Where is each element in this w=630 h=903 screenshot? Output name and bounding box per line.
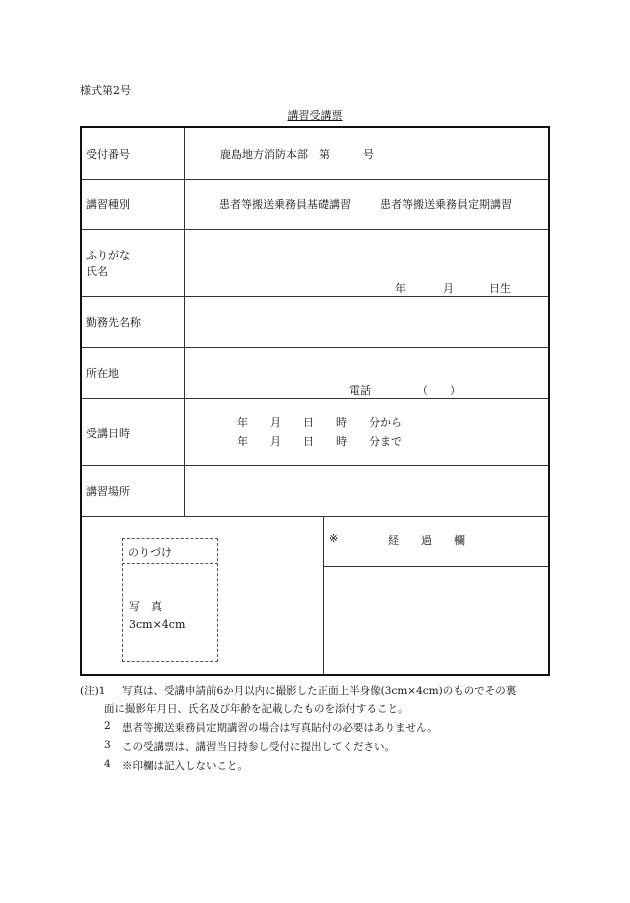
photo-size-label: 3cm×4cm xyxy=(129,618,186,631)
workplace-input-area[interactable] xyxy=(190,300,540,342)
course-type-label: 講習種別 xyxy=(86,198,130,211)
reception-number-value: 鹿島地方消防本部 第 号 xyxy=(220,148,374,161)
venue-input-area[interactable] xyxy=(190,468,540,510)
row-divider xyxy=(82,229,548,230)
note3-number: 3 xyxy=(104,739,111,751)
datetime-from: 年 月 日 時 分から xyxy=(237,416,402,429)
name-label: 氏名 xyxy=(86,265,108,278)
address-input-area[interactable] xyxy=(190,350,540,378)
note1-prefix: (注)1 xyxy=(80,685,106,697)
progress-mark: ※ xyxy=(329,532,339,545)
photo-column-divider xyxy=(323,516,324,674)
address-label: 所在地 xyxy=(86,367,119,380)
row-divider xyxy=(82,179,548,180)
workplace-label: 勤務先名称 xyxy=(86,316,141,329)
birth-year-label: 年 xyxy=(395,282,406,295)
note4-number: 4 xyxy=(104,758,111,770)
furigana-label: ふりがな xyxy=(86,249,130,262)
row-divider xyxy=(82,296,548,297)
reception-number-label: 受付番号 xyxy=(86,148,130,161)
phone-area-code-paren: （ ） xyxy=(417,384,461,397)
phone-label: 電話 xyxy=(349,384,371,397)
photo-label: 写 真 xyxy=(129,600,162,613)
row-divider xyxy=(82,516,548,517)
progress-label: 経 過 欄 xyxy=(388,534,465,547)
row-divider xyxy=(82,398,548,399)
note2-number: 2 xyxy=(104,720,111,732)
form-title: 講習受講票 xyxy=(287,109,343,122)
datetime-to: 年 月 日 時 分まで xyxy=(237,435,402,448)
glue-label: のりづけ xyxy=(128,546,172,559)
datetime-label: 受講日時 xyxy=(86,427,130,440)
note3-text: この受講票は、講習当日持参し受付に提出してください。 xyxy=(122,741,395,753)
note1-line1: 写真は、受講申請前6か月以内に撮影した正面上半身像(3cm×4cm)のものでその裏 xyxy=(122,685,517,697)
label-column-divider xyxy=(184,128,185,516)
birth-day-label: 日生 xyxy=(489,282,511,295)
name-input-area[interactable] xyxy=(190,240,540,290)
progress-divider xyxy=(323,566,548,567)
form-number: 様式第2号 xyxy=(80,84,131,97)
row-divider xyxy=(82,465,548,466)
photo-box-divider xyxy=(122,563,218,564)
birth-month-label: 月 xyxy=(443,282,454,295)
note2-text: 患者等搬送乗務員定期講習の場合は写真貼付の必要はありません。 xyxy=(122,722,438,734)
row-divider xyxy=(82,347,548,348)
course-option-regular[interactable]: 患者等搬送乗務員定期講習 xyxy=(380,198,512,211)
course-option-basic[interactable]: 患者等搬送乗務員基礎講習 xyxy=(219,198,351,211)
form-title-wrap xyxy=(0,107,630,123)
venue-label: 講習場所 xyxy=(86,485,130,498)
note4-text: ※印欄は記入しないこと。 xyxy=(122,760,248,772)
note1-line2: 面に撮影年月日、氏名及び年齢を記載したものを添付すること。 xyxy=(104,703,409,715)
